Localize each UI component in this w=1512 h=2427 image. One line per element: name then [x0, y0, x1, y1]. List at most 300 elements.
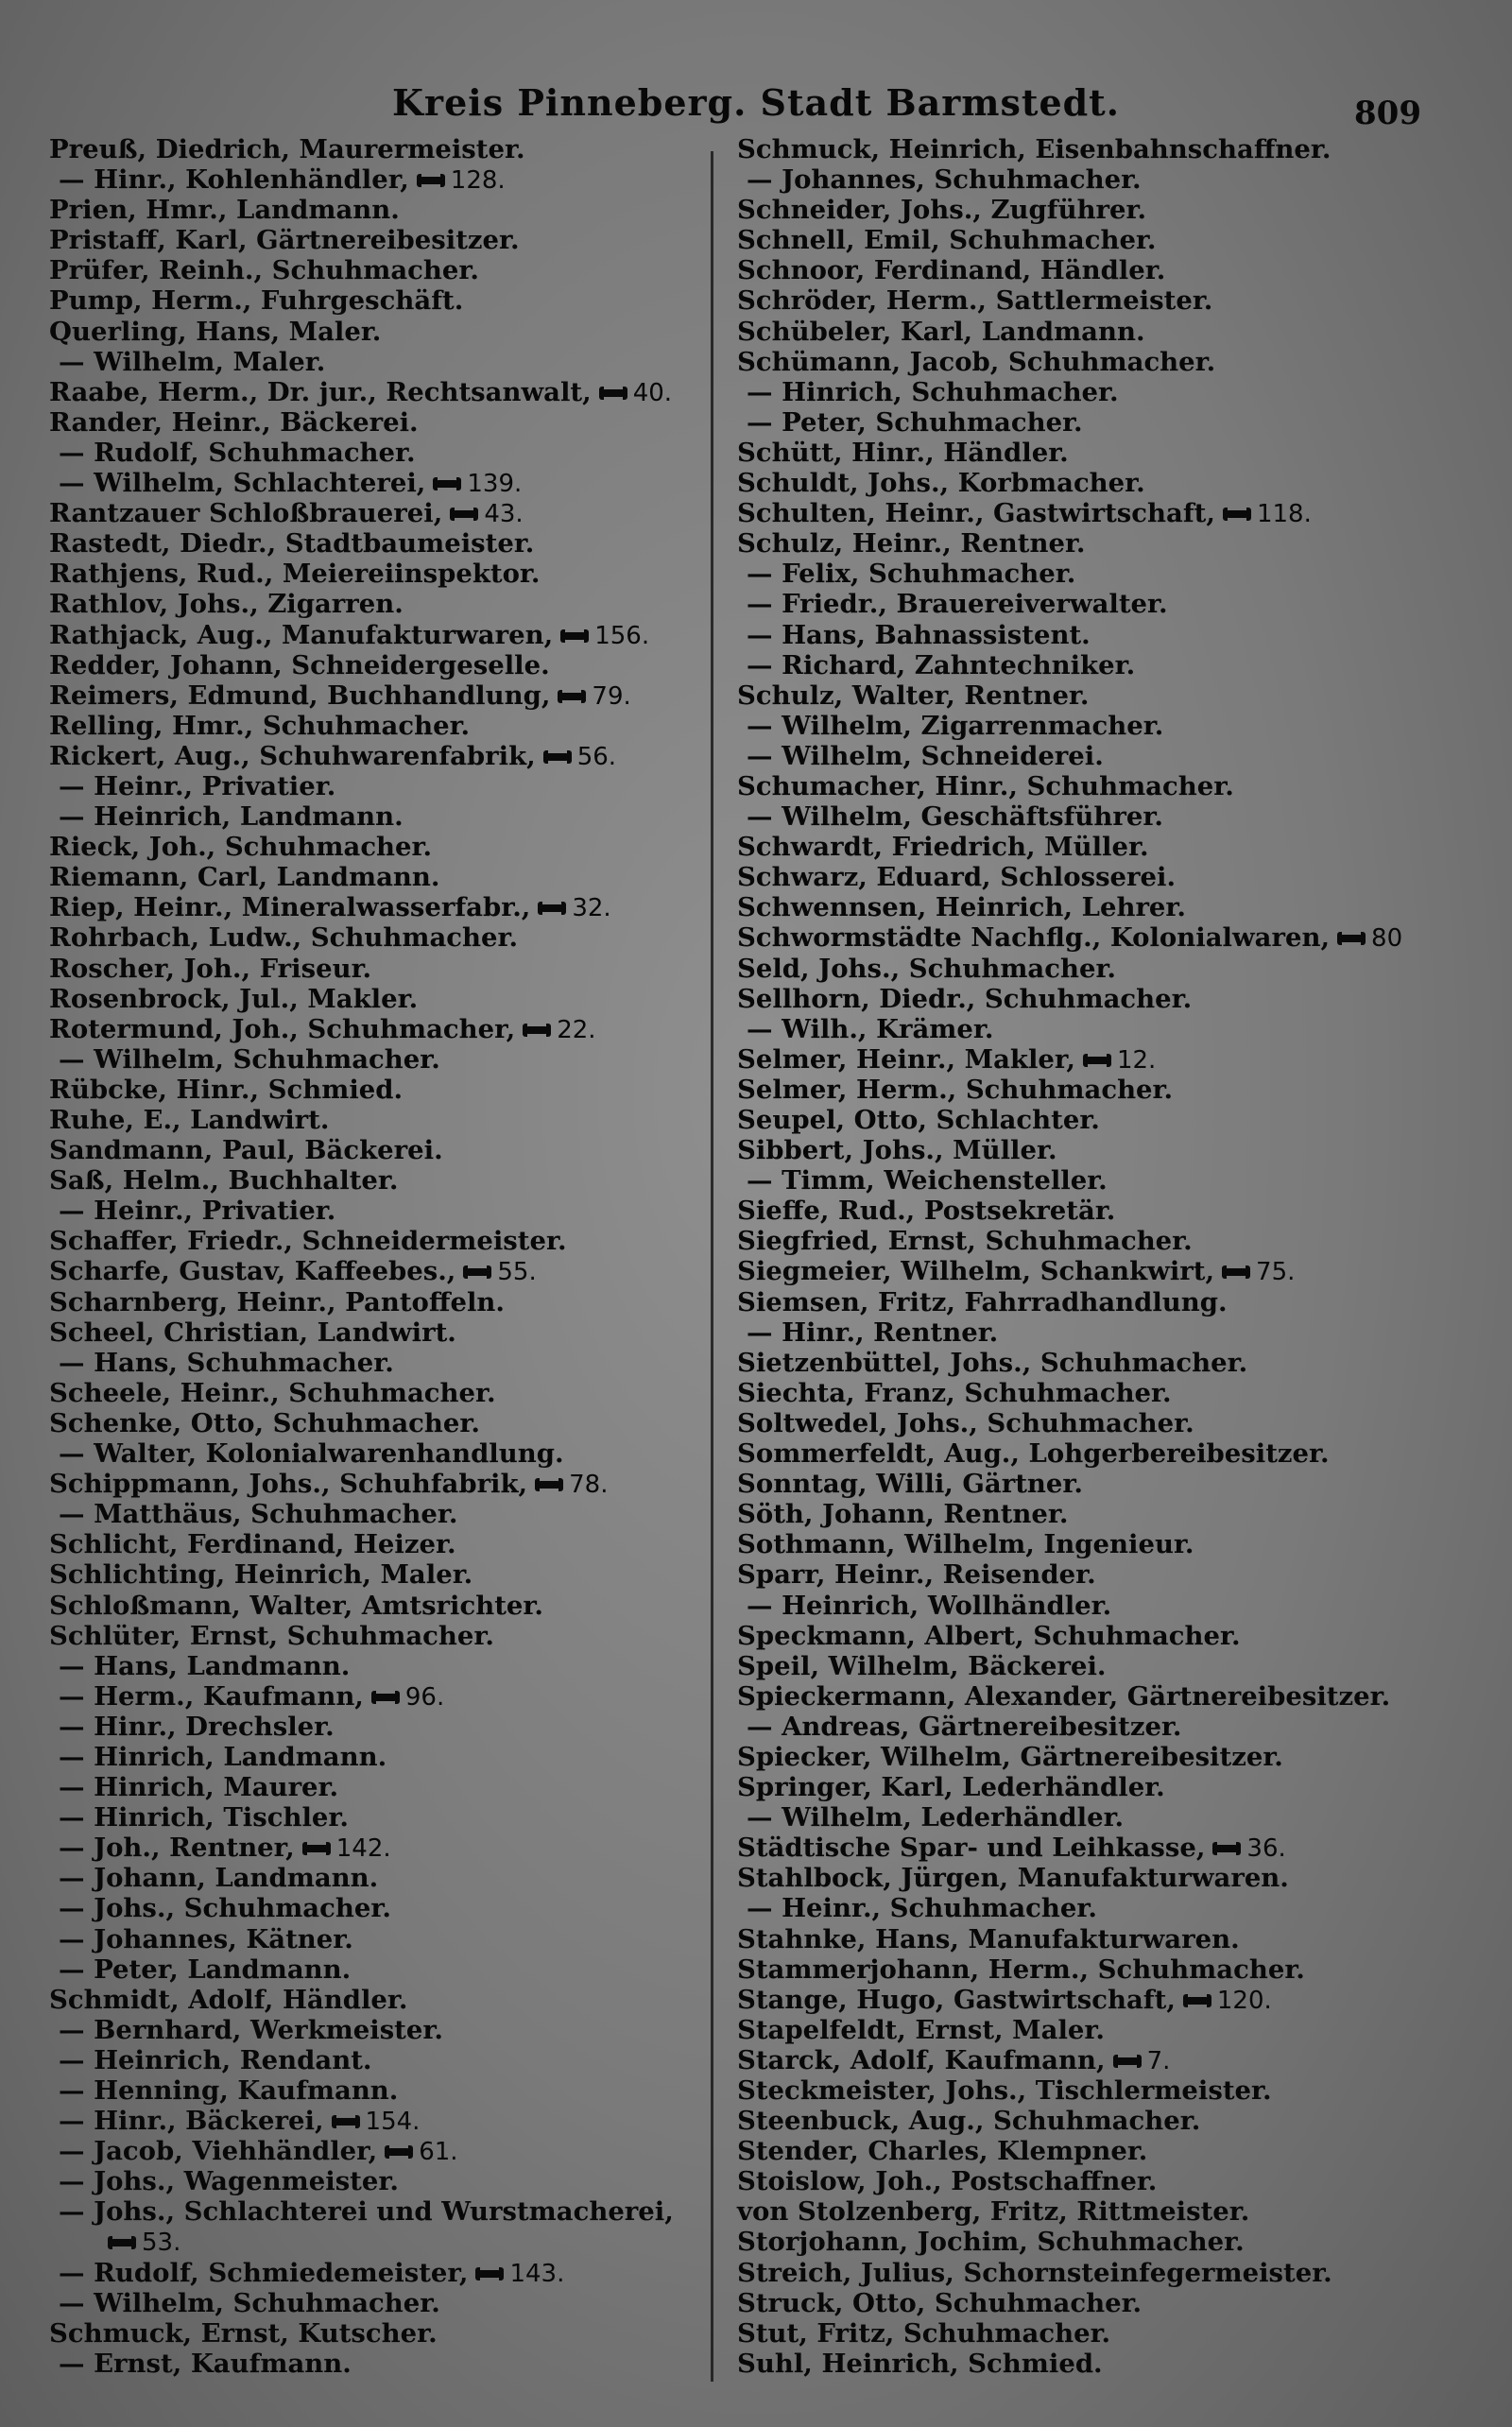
directory-entry: [737, 1651, 1474, 1681]
directory-entry: [49, 1621, 711, 1651]
directory-entry: [49, 1681, 711, 1712]
directory-entry: [49, 438, 711, 468]
entry-text: Siegfried, Ernst, Schuhmacher.: [737, 1226, 1193, 1257]
directory-entry: [49, 741, 711, 771]
entry-text: Schulz, Heinr., Rentner.: [737, 528, 1086, 559]
directory-entry: [49, 1802, 711, 1833]
entry-text: — Johann, Landmann.: [59, 1863, 379, 1894]
directory-entry: [737, 1924, 1474, 1954]
phone-number: 142.: [335, 1834, 391, 1864]
directory-entry: [737, 2196, 1474, 2227]
directory-entry: [49, 1135, 711, 1165]
entry-text: Scheel, Christian, Landwirt.: [49, 1317, 456, 1348]
phone-number: 79.: [592, 681, 631, 711]
entry-text: — Hans, Bahnassistent.: [747, 619, 1091, 650]
directory-entry: [49, 225, 711, 255]
directory-entry: [737, 620, 1474, 650]
entry-text: Selmer, Heinr., Makler,: [737, 1043, 1075, 1075]
directory-entry: [49, 317, 711, 347]
entry-text: Stammerjohann, Herm., Schuhmacher.: [737, 1954, 1305, 1985]
page-header: [0, 81, 1512, 140]
entry-text: Rastedt, Diedr., Stadtbaumeister.: [49, 528, 535, 559]
phone-number: 143.: [509, 2259, 565, 2288]
phone-number: 118.: [1256, 500, 1312, 529]
directory-entry: [49, 1469, 711, 1499]
entry-text: — Peter, Landmann.: [59, 1954, 352, 1985]
entry-text: Ruhe, E., Landwirt.: [49, 1105, 330, 1135]
entry-text: — Johs., Schuhmacher.: [59, 1893, 391, 1924]
directory-entry: [49, 2136, 711, 2166]
entry-text: — Hinr., Kohlenhändler,: [59, 164, 409, 196]
directory-entry: [49, 134, 711, 164]
entry-text: Soltwedel, Johs., Schuhmacher.: [737, 1407, 1194, 1438]
entry-text: Schnell, Emil, Schuhmacher.: [737, 225, 1157, 256]
entry-text: — Hinr., Bäckerei,: [59, 2106, 324, 2137]
entry-text: Schröder, Herm., Sattlermeister.: [737, 285, 1213, 317]
telephone-icon: [433, 477, 461, 491]
entry-text: Stange, Hugo, Gastwirtschaft,: [737, 1984, 1176, 2015]
entry-text: Schlüter, Ernst, Schuhmacher.: [49, 1620, 494, 1651]
directory-entry: [737, 1985, 1474, 2015]
directory-entry: [49, 2166, 711, 2196]
entry-text: Riemann, Carl, Landmann.: [49, 862, 440, 893]
directory-entry: [49, 1317, 711, 1348]
entry-text: — Hans, Schuhmacher.: [59, 1347, 394, 1378]
entry-text: — Heinrich, Landmann.: [59, 801, 404, 833]
entry-text: — Richard, Zahntechniker.: [747, 649, 1136, 680]
phone-number: 55.: [497, 1258, 537, 1287]
phone-number: 40.: [632, 378, 673, 407]
directory-entry: [737, 438, 1474, 468]
entry-text: Sellhorn, Diedr., Schuhmacher.: [737, 983, 1193, 1014]
entry-text: Stapelfeldt, Ernst, Maler.: [737, 2014, 1105, 2045]
directory-entry: [49, 922, 711, 953]
entry-text: Schwardt, Friedrich, Müller.: [737, 832, 1149, 863]
entry-text: — Joh., Rentner,: [59, 1833, 295, 1864]
directory-entry: [49, 1924, 711, 1954]
entry-text: — Matthäus, Schuhmacher.: [59, 1499, 458, 1530]
entry-text: Schwormstädte Nachflg., Kolonialwaren,: [737, 922, 1331, 954]
directory-entry: [49, 1075, 711, 1105]
directory-entry: [49, 1287, 711, 1317]
entry-text: — Rudolf, Schmiedemeister,: [59, 2257, 469, 2288]
directory-entry: [49, 1105, 711, 1135]
entry-text: — Herm., Kaufmann,: [59, 1680, 364, 1712]
entry-text: — Hinr., Rentner.: [747, 1317, 999, 1348]
entry-text: Spiecker, Wilhelm, Gärtnereibesitzer.: [737, 1741, 1283, 1772]
telephone-icon: [599, 387, 627, 400]
entry-text: Seupel, Otto, Schlachter.: [737, 1105, 1100, 1135]
directory-entry: [737, 1196, 1474, 1226]
directory-entry: [49, 1863, 711, 1893]
directory-entry: [737, 1378, 1474, 1408]
entry-text: Schneider, Johs., Zugführer.: [737, 195, 1147, 226]
directory-entry: [737, 771, 1474, 801]
directory-entry: [49, 255, 711, 285]
telephone-icon: [332, 2115, 360, 2128]
directory-entry: [737, 1833, 1474, 1863]
telephone-icon: [108, 2236, 136, 2249]
entry-text: Prien, Hmr., Landmann.: [49, 195, 400, 226]
entry-text: Schlicht, Ferdinand, Heizer.: [49, 1529, 456, 1560]
entry-text: Rantzauer Schloßbrauerei,: [49, 498, 443, 529]
directory-entry: [49, 407, 711, 438]
directory-entry: [737, 680, 1474, 711]
directory-entry: [737, 1044, 1474, 1075]
directory-entry: [49, 1712, 711, 1742]
directory-entry: [737, 1621, 1474, 1651]
directory-entry: [737, 468, 1474, 498]
telephone-icon: [475, 2267, 504, 2281]
phone-number: 43.: [484, 500, 524, 529]
directory-entry: [737, 1863, 1474, 1893]
entry-text: Sietzenbüttel, Johs., Schuhmacher.: [737, 1347, 1248, 1378]
directory-entry: [49, 1226, 711, 1256]
phone-number: 78.: [569, 1471, 609, 1500]
entry-text: Rathjens, Rud., Meiereiinspektor.: [49, 559, 541, 590]
entry-text: Stahnke, Hans, Manufakturwaren.: [737, 1923, 1240, 1954]
entry-text: Preuß, Diedrich, Maurermeister.: [49, 134, 525, 164]
directory-entry: [737, 2136, 1474, 2166]
column-divider: [711, 151, 713, 2382]
telephone-icon: [1222, 1265, 1250, 1279]
directory-entry: [49, 377, 711, 407]
entry-text: Rander, Heinr., Bäckerei.: [49, 406, 419, 438]
entry-text: Suhl, Heinrich, Schmied.: [737, 2348, 1103, 2379]
directory-entry: [49, 832, 711, 862]
directory-entry: [49, 1196, 711, 1226]
entry-text: — Walter, Kolonialwarenhandlung.: [59, 1438, 564, 1470]
entry-text: — Peter, Schuhmacher.: [747, 406, 1083, 438]
entry-text: — Felix, Schuhmacher.: [747, 559, 1076, 590]
entry-text: Roscher, Joh., Friseur.: [49, 953, 372, 984]
entry-text: — Wilhelm, Zigarrenmacher.: [747, 710, 1164, 741]
entry-text: — Wilhelm, Lederhändler.: [747, 1802, 1125, 1833]
telephone-icon: [385, 2145, 413, 2159]
entry-text: — Hans, Landmann.: [59, 1650, 351, 1681]
telephone-icon: [1183, 1994, 1211, 2007]
telephone-icon: [302, 1842, 331, 1855]
entry-text: — Wilhelm, Schuhmacher.: [59, 2287, 440, 2318]
entry-text: Sieffe, Rud., Postsekretär.: [737, 1196, 1116, 1227]
entry-text: Rickert, Aug., Schuhwarenfabrik,: [49, 740, 536, 771]
entry-text: — Johannes, Schuhmacher.: [747, 164, 1142, 196]
telephone-icon: [463, 1265, 491, 1279]
telephone-icon: [1212, 1842, 1241, 1855]
directory-entry: [49, 1378, 711, 1408]
entry-text: Pump, Herm., Fuhrgeschäft.: [49, 285, 464, 317]
directory-entry: [737, 801, 1474, 832]
entry-text: — Wilhelm, Schneiderei.: [747, 740, 1104, 771]
entry-text: Schlichting, Heinrich, Maler.: [49, 1559, 473, 1591]
directory-entry: [737, 1499, 1474, 1529]
directory-entry: [737, 225, 1474, 255]
directory-entry: [737, 954, 1474, 984]
directory-entry: [49, 2106, 711, 2136]
directory-entry: [49, 1559, 711, 1590]
directory-entry: [737, 1559, 1474, 1590]
entry-text: — Heinr., Privatier.: [59, 770, 336, 801]
directory-entry: [737, 255, 1474, 285]
entry-text: Schuldt, Johs., Korbmacher.: [737, 468, 1145, 499]
entry-text: — Jacob, Viehhändler,: [59, 2136, 378, 2167]
entry-text: — Henning, Kaufmann.: [59, 2075, 399, 2106]
directory-entry: [49, 680, 711, 711]
entry-text: Schulten, Heinr., Gastwirtschaft,: [737, 498, 1215, 529]
entry-text: — Hinr., Drechsler.: [59, 1711, 335, 1742]
directory-entry: [737, 559, 1474, 589]
entry-text: Rathlov, Johs., Zigarren.: [49, 589, 404, 620]
entry-text: Struck, Otto, Schuhmacher.: [737, 2287, 1143, 2318]
entry-text: Siechta, Franz, Schuhmacher.: [737, 1377, 1172, 1408]
directory-entry: [737, 1348, 1474, 1378]
entry-text: Speckmann, Albert, Schuhmacher.: [737, 1620, 1241, 1651]
phone-number: 53.: [142, 2229, 181, 2258]
directory-entry: [737, 2075, 1474, 2106]
entry-text: Scharnberg, Heinr., Pantoffeln.: [49, 1286, 505, 1317]
directory-entry: [49, 2227, 711, 2257]
entry-text: — Heinrich, Wollhändler.: [747, 1590, 1112, 1621]
entry-text: Rosenbrock, Jul., Makler.: [49, 983, 419, 1014]
entry-text: Schnoor, Ferdinand, Händler.: [737, 255, 1166, 286]
directory-entry: [737, 407, 1474, 438]
directory-entry: [49, 1985, 711, 2015]
telephone-icon: [1113, 2055, 1142, 2068]
entry-text: Schumacher, Hinr., Schuhmacher.: [737, 770, 1234, 801]
entry-text: Stoislow, Joh., Postschaffner.: [737, 2166, 1158, 2197]
page-number: 809: [1354, 95, 1421, 132]
directory-entry: [49, 2318, 711, 2349]
directory-entry: [49, 164, 711, 195]
directory-entry: [737, 498, 1474, 528]
directory-entry: [737, 1135, 1474, 1165]
entry-text: — Heinr., Privatier.: [59, 1196, 336, 1227]
directory-entry: [737, 528, 1474, 559]
entry-text: — Timm, Weichensteller.: [747, 1165, 1108, 1196]
entry-text: — Heinr., Schuhmacher.: [747, 1893, 1097, 1924]
directory-entry: [49, 1165, 711, 1196]
directory-entry: [737, 832, 1474, 862]
entry-text: Sparr, Heinr., Reisender.: [737, 1559, 1096, 1591]
directory-entry: [49, 468, 711, 498]
entry-text: Schulz, Walter, Rentner.: [737, 680, 1090, 711]
directory-entry: [737, 2166, 1474, 2196]
phone-number: 32.: [572, 894, 611, 923]
directory-entry: [49, 1833, 711, 1863]
directory-entry: [737, 2106, 1474, 2136]
directory-entry: [49, 711, 711, 741]
entry-text: Storjohann, Jochim, Schuhmacher.: [737, 2227, 1245, 2258]
entry-text: Stut, Fritz, Schuhmacher.: [737, 2317, 1111, 2349]
entry-text: Siemsen, Fritz, Fahrradhandlung.: [737, 1286, 1228, 1317]
entry-text: Streich, Julius, Schornsteinfegermeister.: [737, 2257, 1332, 2288]
phone-number: 56.: [576, 742, 617, 771]
directory-entry: [737, 1802, 1474, 1833]
entry-text: Seld, Johs., Schuhmacher.: [737, 953, 1117, 984]
phone-number: 96.: [404, 1682, 445, 1712]
entry-text: — Hinrich, Tischler.: [59, 1802, 349, 1833]
entry-text: Saß, Helm., Buchhalter.: [49, 1165, 399, 1196]
phone-number: 120.: [1216, 1986, 1272, 2015]
entry-text: Spieckermann, Alexander, Gärtnereibesitzer.: [737, 1680, 1391, 1712]
directory-entry: [49, 1348, 711, 1378]
directory-entry: [49, 1499, 711, 1529]
directory-entry: [49, 2288, 711, 2318]
directory-entry: [49, 1014, 711, 1044]
entry-text: — Johs., Schlachterei und Wurstmacherei,: [59, 2196, 674, 2228]
phone-number: 22.: [557, 1015, 596, 1044]
phone-number: 61.: [419, 2138, 458, 2167]
entry-text: Reimers, Edmund, Buchhandlung,: [49, 680, 551, 711]
entry-text: Steckmeister, Johs., Tischlermeister.: [737, 2075, 1272, 2106]
entry-text: — Hinrich, Landmann.: [59, 1741, 387, 1772]
entry-text: — Wilhelm, Schlachterei,: [59, 468, 426, 499]
phone-number: 154.: [365, 2108, 421, 2137]
directory-entry: [49, 1893, 711, 1923]
telephone-icon: [417, 174, 445, 187]
entry-text: Schenke, Otto, Schuhmacher.: [49, 1407, 480, 1438]
directory-entry: [49, 1651, 711, 1681]
entry-text: — Hinrich, Maurer.: [59, 1772, 339, 1803]
entry-text: Riep, Heinr., Mineralwasserfabr.,: [49, 892, 531, 923]
directory-entry: [49, 1954, 711, 1985]
directory-entry: [49, 1408, 711, 1438]
entry-text: Sonntag, Willi, Gärtner.: [737, 1469, 1083, 1500]
directory-entry: [737, 134, 1474, 164]
directory-entry: [737, 2349, 1474, 2379]
entry-text: — Johs., Wagenmeister.: [59, 2166, 399, 2197]
entry-text: Prüfer, Reinh., Schuhmacher.: [49, 255, 479, 286]
directory-entry: [737, 650, 1474, 680]
directory-entry: [737, 1681, 1474, 1712]
directory-entry: [737, 1287, 1474, 1317]
left-column: [49, 134, 711, 2379]
directory-entry: [49, 620, 711, 650]
directory-entry: [737, 1772, 1474, 1802]
entry-text: Sibbert, Johs., Müller.: [737, 1135, 1057, 1166]
phone-number: 156.: [594, 621, 650, 650]
entry-text: Raabe, Herm., Dr. jur., Rechtsanwalt,: [49, 376, 592, 407]
directory-entry: [737, 1469, 1474, 1499]
entry-text: Querling, Hans, Maler.: [49, 316, 382, 347]
directory-entry: [49, 347, 711, 377]
directory-entry: [49, 954, 711, 984]
directory-entry: [737, 2045, 1474, 2075]
directory-entry: [737, 377, 1474, 407]
entry-text: — Wilhelm, Schuhmacher.: [59, 1043, 440, 1075]
entry-text: von Stolzenberg, Fritz, Rittmeister.: [737, 2196, 1250, 2228]
telephone-icon: [1337, 932, 1366, 945]
directory-entry: [49, 2196, 711, 2227]
directory-entry: [49, 1438, 711, 1469]
directory-entry: [737, 2288, 1474, 2318]
telephone-icon: [535, 1478, 563, 1491]
directory-entry: [737, 984, 1474, 1014]
directory-entry: [737, 1591, 1474, 1621]
directory-entry: [737, 1226, 1474, 1256]
telephone-icon: [543, 750, 572, 764]
entry-text: — Hinrich, Schuhmacher.: [747, 376, 1119, 407]
entry-text: — Heinrich, Rendant.: [59, 2044, 372, 2075]
entry-text: Schmuck, Ernst, Kutscher.: [49, 2317, 438, 2349]
directory-entry: [737, 862, 1474, 892]
directory-entry: [737, 1105, 1474, 1135]
entry-text: — Rudolf, Schuhmacher.: [59, 437, 416, 468]
directory-entry: [737, 1014, 1474, 1044]
directory-entry: [49, 771, 711, 801]
entry-text: Rübcke, Hinr., Schmied.: [49, 1074, 404, 1105]
entry-text: — Johannes, Kätner.: [59, 1923, 353, 1954]
directory-entry: [737, 2258, 1474, 2288]
telephone-icon: [450, 508, 478, 521]
entry-text: Schloßmann, Walter, Amtsrichter.: [49, 1590, 543, 1621]
entry-text: Rieck, Joh., Schuhmacher.: [49, 832, 433, 863]
entry-text: Schmidt, Adolf, Händler.: [49, 1984, 408, 2015]
directory-entry: [49, 801, 711, 832]
phone-number: 7.: [1146, 2046, 1171, 2075]
directory-entry: [49, 1529, 711, 1559]
entry-text: Springer, Karl, Lederhändler.: [737, 1772, 1165, 1803]
entry-text: Rathjack, Aug., Manufakturwaren,: [49, 619, 554, 650]
directory-entry: [49, 2349, 711, 2379]
entry-text: Starck, Adolf, Kaufmann,: [737, 2044, 1106, 2075]
phone-number: 128.: [450, 166, 506, 196]
entry-text: Scharfe, Gustav, Kaffeebes.,: [49, 1256, 456, 1287]
entry-text: Schwennsen, Heinrich, Lehrer.: [737, 892, 1186, 923]
telephone-icon: [1083, 1054, 1111, 1067]
entry-text: Relling, Hmr., Schuhmacher.: [49, 710, 471, 741]
directory-entry: [49, 559, 711, 589]
directory-entry: [737, 1742, 1474, 1772]
entry-text: — Wilh., Krämer.: [747, 1013, 994, 1044]
directory-entry: [49, 984, 711, 1014]
directory-entry: [49, 862, 711, 892]
entry-text: Stender, Charles, Klempner.: [737, 2136, 1148, 2167]
entry-text: — Ernst, Kaufmann.: [59, 2348, 352, 2379]
page-title: Kreis Pinneberg. Stadt Barmstedt.: [392, 81, 1120, 124]
entry-text: Städtische Spar- und Leihkasse,: [737, 1833, 1206, 1864]
directory-entry: [737, 2227, 1474, 2257]
phone-number: 139.: [467, 470, 523, 499]
directory-entry: [737, 1529, 1474, 1559]
directory-entry: [737, 285, 1474, 316]
directory-entry: [49, 2015, 711, 2045]
entry-text: Selmer, Herm., Schuhmacher.: [737, 1074, 1174, 1105]
directory-entry: [737, 1408, 1474, 1438]
directory-entry: [49, 1256, 711, 1286]
directory-entry: [737, 711, 1474, 741]
right-column: [737, 134, 1474, 2379]
directory-entry: [737, 1438, 1474, 1469]
directory-entry: [49, 1591, 711, 1621]
directory-entry: [737, 317, 1474, 347]
entry-text: Stahlbock, Jürgen, Manufakturwaren.: [737, 1863, 1289, 1894]
directory-entry: [49, 528, 711, 559]
directory-entry: [49, 285, 711, 316]
entry-text: Sandmann, Paul, Bäckerei.: [49, 1135, 443, 1166]
directory-entry: [737, 892, 1474, 922]
entry-text: Schaffer, Friedr., Schneidermeister.: [49, 1226, 567, 1257]
entry-text: Redder, Johann, Schneidergeselle.: [49, 649, 550, 680]
entry-text: Speil, Wilhelm, Bäckerei.: [737, 1650, 1107, 1681]
telephone-icon: [558, 690, 586, 703]
entry-text: Söth, Johann, Rentner.: [737, 1499, 1069, 1530]
phone-number: 75.: [1256, 1258, 1296, 1287]
entry-text: Schmuck, Heinrich, Eisenbahnschaffner.: [737, 134, 1332, 164]
telephone-icon: [560, 629, 589, 643]
directory-entry: [737, 164, 1474, 195]
entry-text: — Bernhard, Werkmeister.: [59, 2014, 443, 2045]
